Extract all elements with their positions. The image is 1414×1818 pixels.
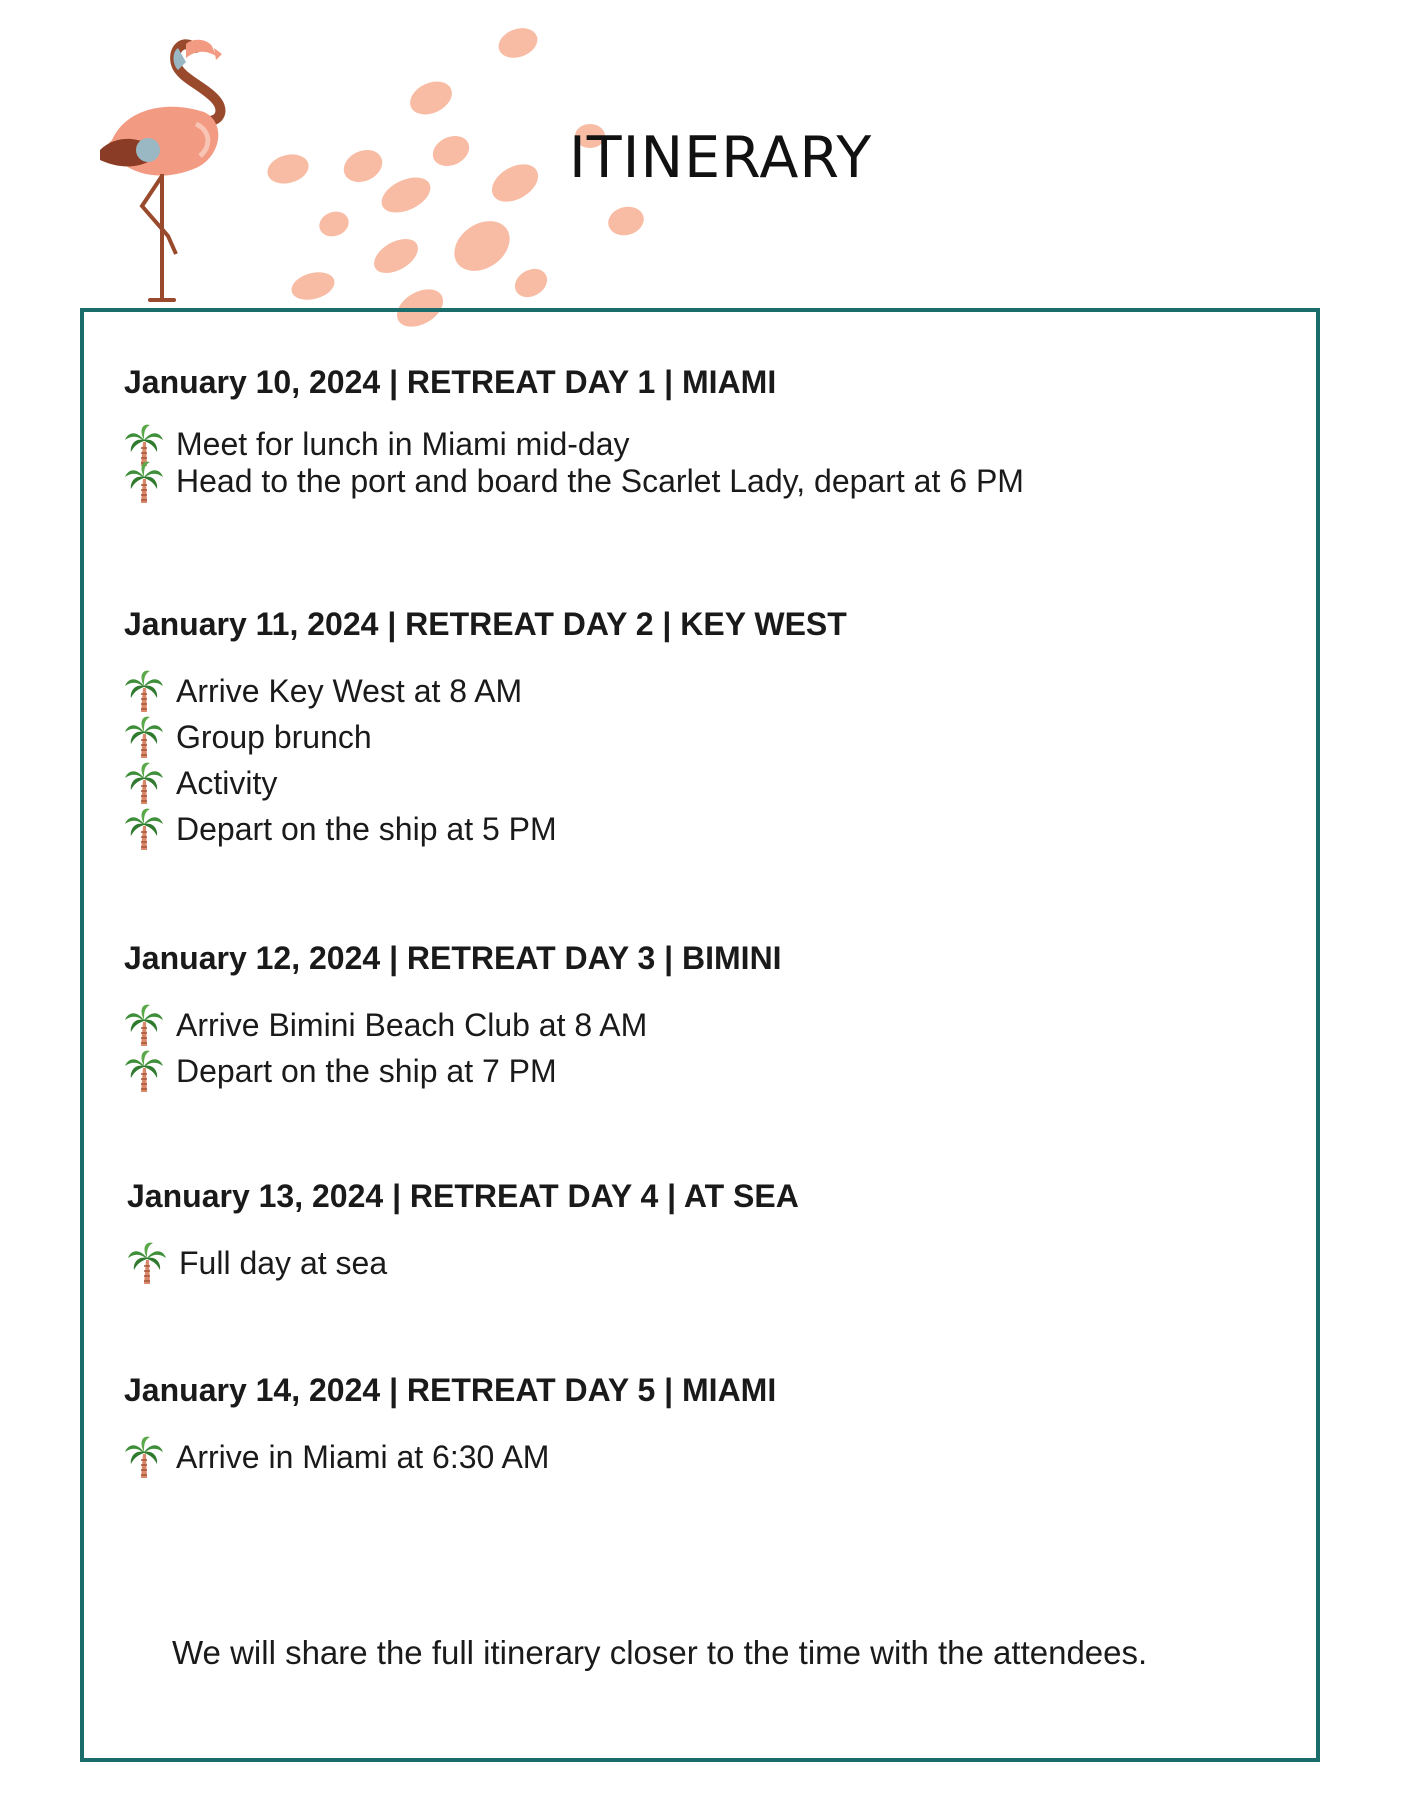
item-text: Full day at sea: [179, 1244, 388, 1281]
day-heading: January 13, 2024 | RETREAT DAY 4 | AT SEA: [127, 1178, 799, 1214]
list-item: [124, 714, 1274, 760]
flamingo: [100, 40, 222, 300]
list-item: [124, 1048, 1274, 1094]
palm-tree-icon: [124, 714, 164, 760]
item-text: Arrive in Miami at 6:30 AM: [176, 1438, 550, 1475]
palm-tree-icon: [124, 1434, 164, 1480]
itinerary-frame: [80, 308, 1320, 1762]
day-items: [124, 426, 1274, 500]
list-item: [124, 1002, 1274, 1048]
item-text: Arrive Key West at 8 AM: [176, 672, 523, 709]
list-item: [124, 426, 1274, 463]
day-section-4: [127, 1176, 1277, 1286]
day-section-2: [124, 604, 1274, 852]
list-item: [124, 806, 1274, 852]
list-item: [124, 463, 1274, 500]
day-items: [124, 1434, 1274, 1480]
page-title: ITINERARY: [569, 125, 873, 191]
item-text: Depart on the ship at 5 PM: [176, 810, 557, 847]
item-text: Group brunch: [176, 718, 372, 755]
list-item: [124, 760, 1274, 806]
day-heading: January 11, 2024 | RETREAT DAY 2 | KEY WEST: [124, 606, 847, 642]
list-item: [124, 668, 1274, 714]
closing-note: We will share the full itinerary closer to the time with the attendees.: [172, 1634, 1148, 1671]
item-text: Depart on the ship at 7 PM: [176, 1052, 557, 1089]
day-heading: January 10, 2024 | RETREAT DAY 1 | MIAMI: [124, 364, 777, 400]
item-text: Head to the port and board the Scarlet Lady, depart at 6 PM: [176, 463, 1024, 499]
palm-tree-icon: [124, 1048, 164, 1094]
day-section-3: [124, 938, 1274, 1094]
palm-tree-icon: [124, 668, 164, 714]
day-heading: January 14, 2024 | RETREAT DAY 5 | MIAMI: [124, 1372, 777, 1408]
item-text: Activity: [176, 764, 278, 801]
palm-tree-icon: [124, 459, 164, 505]
palm-tree-icon: [124, 760, 164, 806]
item-text: Meet for lunch in Miami mid-day: [176, 426, 630, 462]
list-item: [127, 1240, 1277, 1286]
day-section-5: [124, 1370, 1274, 1480]
palm-tree-icon: [127, 1240, 167, 1286]
palm-tree-icon: [124, 1002, 164, 1048]
day-heading: January 12, 2024 | RETREAT DAY 3 | BIMINI: [124, 940, 782, 976]
list-item: [124, 1434, 1274, 1480]
day-items: [124, 1002, 1274, 1094]
day-items: [124, 668, 1274, 852]
day-items: [127, 1240, 1277, 1286]
day-section-1: [124, 362, 1274, 500]
item-text: Arrive Bimini Beach Club at 8 AM: [176, 1006, 648, 1043]
palm-tree-icon: [124, 806, 164, 852]
